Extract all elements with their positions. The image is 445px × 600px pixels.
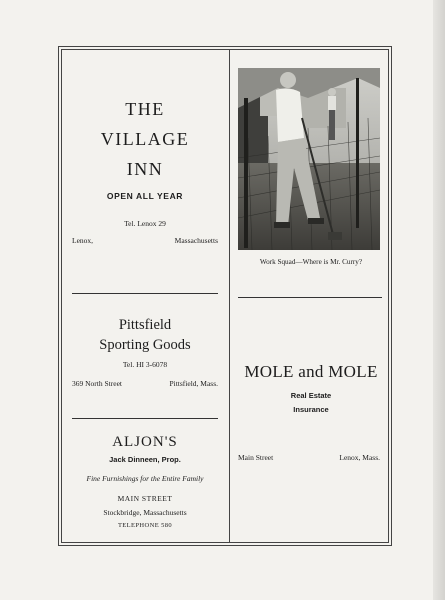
sporting-name-line-2: Sporting Goods	[99, 337, 191, 353]
mole-name: MOLE and MOLE	[244, 362, 378, 381]
rule-left-1	[72, 293, 218, 294]
page-edge-shadow	[433, 0, 445, 600]
inn-title-line-1: THE	[125, 99, 165, 119]
aljons-street: MAIN STREET	[117, 494, 173, 503]
left-column	[62, 50, 228, 542]
right-column	[230, 50, 392, 542]
sporting-address-row	[72, 379, 218, 388]
aljons-telephone: TELEPHONE 580	[117, 522, 173, 529]
photo-caption: Work Squad—Where is Mr. Curry?	[259, 258, 363, 266]
inn-state: Massachusetts	[174, 236, 218, 245]
inn-town: Lenox,	[72, 236, 94, 245]
aljons-proprietor: Jack Dinneen, Prop.	[109, 455, 181, 464]
aljons-slogan: Fine Furnishings for the Entire Family	[86, 474, 204, 483]
inn-telephone: Tel. Lenox 29	[124, 219, 166, 228]
advertisement-frame	[58, 46, 392, 546]
sporting-city: Pittsfield, Mass.	[169, 379, 218, 388]
rule-right-1	[238, 297, 382, 298]
aljons-name: ALJON'S	[112, 434, 178, 450]
aljons-city: Stockbridge, Massachusetts	[103, 508, 187, 517]
advertisement-frame-inner	[61, 49, 389, 543]
inn-title-line-3: INN	[126, 159, 164, 179]
mole-insurance: Insurance	[293, 405, 329, 414]
inn-tagline: OPEN ALL YEAR	[106, 191, 184, 201]
sporting-telephone: Tel. HI 3-6078	[122, 360, 168, 369]
sporting-name-line-1: Pittsfield	[118, 317, 172, 333]
mole-city: Lenox, Mass.	[339, 453, 380, 462]
mole-real-estate: Real Estate	[290, 391, 332, 400]
work-squad-photo	[238, 68, 380, 250]
inn-title-line-2: VILLAGE	[100, 129, 190, 149]
work-squad-photo-image	[238, 68, 380, 250]
rule-left-2	[72, 418, 218, 419]
mole-street: Main Street	[238, 453, 274, 462]
sporting-address: 369 North Street	[72, 379, 122, 388]
inn-location-row	[72, 236, 218, 245]
mole-address-row	[238, 453, 380, 462]
